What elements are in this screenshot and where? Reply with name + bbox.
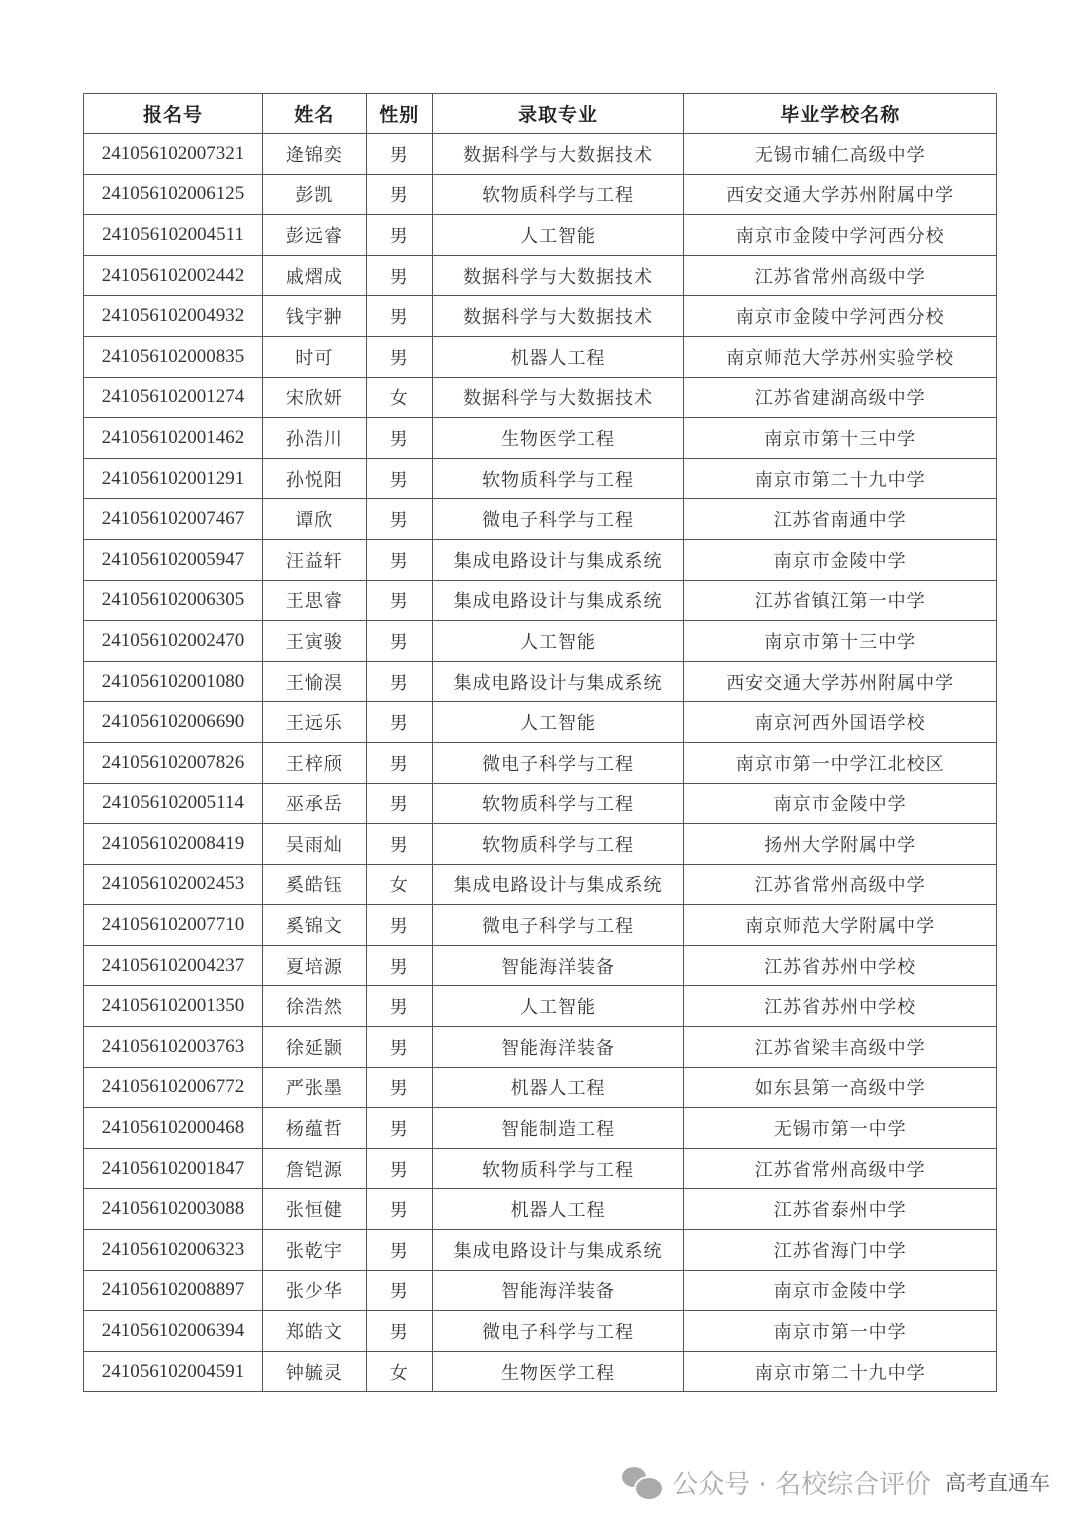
- cell-gender: 男: [366, 336, 432, 377]
- header-school: 毕业学校名称: [684, 94, 997, 134]
- table-row: [84, 1027, 997, 1068]
- cell-school: 西安交通大学苏州附属中学: [684, 174, 997, 215]
- cell-gender: 男: [366, 824, 432, 865]
- cell-major: 智能海洋装备: [432, 945, 684, 986]
- cell-major: 集成电路设计与集成系统: [432, 864, 684, 905]
- cell-gender: 男: [366, 1189, 432, 1230]
- cell-major: 机器人工程: [432, 336, 684, 377]
- table-row: [84, 1148, 997, 1189]
- cell-school: 如东县第一高级中学: [684, 1067, 997, 1108]
- cell-school: 南京市第二十九中学: [684, 1351, 997, 1392]
- cell-major: 智能海洋装备: [432, 1027, 684, 1068]
- cell-gender: 男: [366, 905, 432, 946]
- cell-student-name: 王寅骏: [262, 621, 366, 662]
- table-row: [84, 702, 997, 743]
- cell-major: 数据科学与大数据技术: [432, 377, 684, 418]
- cell-school: 无锡市辅仁高级中学: [684, 134, 997, 175]
- cell-registration-no: 241056102005114: [84, 783, 263, 824]
- cell-major: 机器人工程: [432, 1067, 684, 1108]
- cell-major: 数据科学与大数据技术: [432, 134, 684, 175]
- cell-student-name: 杨蕴哲: [262, 1108, 366, 1149]
- cell-gender: 男: [366, 174, 432, 215]
- cell-student-name: 钟毓灵: [262, 1351, 366, 1392]
- cell-gender: 男: [366, 296, 432, 337]
- table-header-row: [84, 94, 997, 134]
- cell-student-name: 宋欣妍: [262, 377, 366, 418]
- cell-gender: 男: [366, 1230, 432, 1271]
- cell-school: 南京市第十三中学: [684, 621, 997, 662]
- cell-registration-no: 241056102004237: [84, 945, 263, 986]
- cell-registration-no: 241056102002470: [84, 621, 263, 662]
- cell-registration-no: 241056102003088: [84, 1189, 263, 1230]
- cell-student-name: 钱宇翀: [262, 296, 366, 337]
- cell-registration-no: 241056102001350: [84, 986, 263, 1027]
- cell-school: 南京河西外国语学校: [684, 702, 997, 743]
- table-row: [84, 945, 997, 986]
- cell-student-name: 徐延颢: [262, 1027, 366, 1068]
- table-row: [84, 1108, 997, 1149]
- cell-school: 江苏省苏州中学校: [684, 945, 997, 986]
- cell-student-name: 徐浩然: [262, 986, 366, 1027]
- cell-registration-no: 241056102000468: [84, 1108, 263, 1149]
- cell-gender: 男: [366, 702, 432, 743]
- table-row: [84, 742, 997, 783]
- cell-student-name: 詹铠源: [262, 1148, 366, 1189]
- cell-school: 南京市金陵中学: [684, 1270, 997, 1311]
- cell-gender: 男: [366, 742, 432, 783]
- cell-student-name: 王愉淏: [262, 661, 366, 702]
- cell-student-name: 谭欣: [262, 499, 366, 540]
- cell-gender: 男: [366, 458, 432, 499]
- cell-major: 微电子科学与工程: [432, 905, 684, 946]
- cell-major: 集成电路设计与集成系统: [432, 661, 684, 702]
- cell-major: 微电子科学与工程: [432, 1311, 684, 1352]
- cell-major: 微电子科学与工程: [432, 499, 684, 540]
- table-row: [84, 864, 997, 905]
- cell-school: 江苏省常州高级中学: [684, 1148, 997, 1189]
- table-row: [84, 336, 997, 377]
- cell-school: 南京市第二十九中学: [684, 458, 997, 499]
- cell-major: 软物质科学与工程: [432, 1148, 684, 1189]
- table-row: [84, 134, 997, 175]
- cell-student-name: 严张墨: [262, 1067, 366, 1108]
- table-row: [84, 1067, 997, 1108]
- table-row: [84, 621, 997, 662]
- watermark-overlay-text: 高考直通车: [945, 1471, 1050, 1495]
- cell-major: 智能制造工程: [432, 1108, 684, 1149]
- cell-gender: 男: [366, 580, 432, 621]
- cell-student-name: 巫承岳: [262, 783, 366, 824]
- cell-major: 集成电路设计与集成系统: [432, 1230, 684, 1271]
- cell-major: 生物医学工程: [432, 1351, 684, 1392]
- cell-school: 江苏省梁丰高级中学: [684, 1027, 997, 1068]
- cell-registration-no: 241056102001291: [84, 458, 263, 499]
- cell-registration-no: 241056102006125: [84, 174, 263, 215]
- table-row: [84, 499, 997, 540]
- cell-registration-no: 241056102005947: [84, 539, 263, 580]
- cell-student-name: 王远乐: [262, 702, 366, 743]
- cell-gender: 男: [366, 255, 432, 296]
- cell-gender: 男: [366, 418, 432, 459]
- cell-school: 南京市金陵中学河西分校: [684, 215, 997, 256]
- table-row: [84, 783, 997, 824]
- cell-gender: 男: [366, 945, 432, 986]
- cell-student-name: 王梓颀: [262, 742, 366, 783]
- cell-school: 江苏省泰州中学: [684, 1189, 997, 1230]
- header-gender: 性别: [366, 94, 432, 134]
- cell-student-name: 戚熠成: [262, 255, 366, 296]
- table-row: [84, 377, 997, 418]
- cell-school: 南京市第一中学江北校区: [684, 742, 997, 783]
- cell-school: 南京市第一中学: [684, 1311, 997, 1352]
- cell-registration-no: 241056102008419: [84, 824, 263, 865]
- cell-school: 扬州大学附属中学: [684, 824, 997, 865]
- cell-registration-no: 241056102006323: [84, 1230, 263, 1271]
- cell-major: 人工智能: [432, 215, 684, 256]
- cell-major: 微电子科学与工程: [432, 742, 684, 783]
- cell-gender: 男: [366, 621, 432, 662]
- cell-school: 江苏省南通中学: [684, 499, 997, 540]
- cell-gender: 男: [366, 215, 432, 256]
- cell-gender: 男: [366, 1311, 432, 1352]
- cell-gender: 女: [366, 864, 432, 905]
- cell-school: 南京市金陵中学: [684, 783, 997, 824]
- header-major: 录取专业: [432, 94, 684, 134]
- table-row: [84, 905, 997, 946]
- cell-gender: 男: [366, 134, 432, 175]
- table-row: [84, 1311, 997, 1352]
- table-row: [84, 174, 997, 215]
- table-row: [84, 1351, 997, 1392]
- table-row: [84, 661, 997, 702]
- cell-gender: 男: [366, 1027, 432, 1068]
- table-row: [84, 1230, 997, 1271]
- cell-student-name: 吴雨灿: [262, 824, 366, 865]
- cell-major: 智能海洋装备: [432, 1270, 684, 1311]
- cell-school: 无锡市第一中学: [684, 1108, 997, 1149]
- header-name: 姓名: [262, 94, 366, 134]
- cell-student-name: 时可: [262, 336, 366, 377]
- cell-major: 机器人工程: [432, 1189, 684, 1230]
- header-registration-no: 报名号: [84, 94, 263, 134]
- cell-school: 江苏省海门中学: [684, 1230, 997, 1271]
- cell-student-name: 郑皓文: [262, 1311, 366, 1352]
- cell-school: 西安交通大学苏州附属中学: [684, 661, 997, 702]
- cell-student-name: 汪益轩: [262, 539, 366, 580]
- cell-student-name: 王思睿: [262, 580, 366, 621]
- cell-registration-no: 241056102006772: [84, 1067, 263, 1108]
- cell-student-name: 奚锦文: [262, 905, 366, 946]
- cell-major: 集成电路设计与集成系统: [432, 580, 684, 621]
- table-row: [84, 255, 997, 296]
- table-row: [84, 986, 997, 1027]
- cell-school: 江苏省建湖高级中学: [684, 377, 997, 418]
- cell-major: 软物质科学与工程: [432, 174, 684, 215]
- cell-registration-no: 241056102001274: [84, 377, 263, 418]
- cell-gender: 女: [366, 377, 432, 418]
- cell-major: 人工智能: [432, 986, 684, 1027]
- cell-registration-no: 241056102000835: [84, 336, 263, 377]
- admission-table: [83, 93, 997, 1392]
- cell-school: 南京市第十三中学: [684, 418, 997, 459]
- table-row: [84, 215, 997, 256]
- cell-registration-no: 241056102003763: [84, 1027, 263, 1068]
- cell-registration-no: 241056102001080: [84, 661, 263, 702]
- cell-registration-no: 241056102002442: [84, 255, 263, 296]
- cell-registration-no: 241056102004932: [84, 296, 263, 337]
- cell-major: 集成电路设计与集成系统: [432, 539, 684, 580]
- cell-student-name: 孙悦阳: [262, 458, 366, 499]
- cell-gender: 女: [366, 1351, 432, 1392]
- cell-gender: 男: [366, 661, 432, 702]
- cell-student-name: 彭凯: [262, 174, 366, 215]
- cell-school: 南京市金陵中学: [684, 539, 997, 580]
- cell-registration-no: 241056102007710: [84, 905, 263, 946]
- cell-school: 南京市金陵中学河西分校: [684, 296, 997, 337]
- cell-student-name: 张少华: [262, 1270, 366, 1311]
- cell-registration-no: 241056102004511: [84, 215, 263, 256]
- cell-major: 人工智能: [432, 621, 684, 662]
- cell-registration-no: 241056102001847: [84, 1148, 263, 1189]
- cell-school: 江苏省苏州中学校: [684, 986, 997, 1027]
- cell-major: 数据科学与大数据技术: [432, 296, 684, 337]
- cell-student-name: 张乾宇: [262, 1230, 366, 1271]
- cell-major: 软物质科学与工程: [432, 824, 684, 865]
- cell-registration-no: 241056102006305: [84, 580, 263, 621]
- watermark: [622, 1462, 1050, 1502]
- cell-student-name: 孙浩川: [262, 418, 366, 459]
- watermark-text: 公众号 · 名校综合评价: [672, 1469, 931, 1500]
- cell-student-name: 逄锦奕: [262, 134, 366, 175]
- cell-registration-no: 241056102007467: [84, 499, 263, 540]
- cell-major: 软物质科学与工程: [432, 783, 684, 824]
- cell-registration-no: 241056102008897: [84, 1270, 263, 1311]
- cell-student-name: 奚皓钰: [262, 864, 366, 905]
- cell-student-name: 彭远睿: [262, 215, 366, 256]
- table-row: [84, 296, 997, 337]
- cell-school: 江苏省常州高级中学: [684, 864, 997, 905]
- cell-registration-no: 241056102007826: [84, 742, 263, 783]
- cell-school: 江苏省常州高级中学: [684, 255, 997, 296]
- cell-gender: 男: [366, 1067, 432, 1108]
- cell-student-name: 张恒健: [262, 1189, 366, 1230]
- table-row: [84, 580, 997, 621]
- cell-registration-no: 241056102007321: [84, 134, 263, 175]
- table-row: [84, 418, 997, 459]
- cell-registration-no: 241056102006394: [84, 1311, 263, 1352]
- table-row: [84, 824, 997, 865]
- cell-gender: 男: [366, 783, 432, 824]
- cell-gender: 男: [366, 986, 432, 1027]
- cell-school: 南京师范大学苏州实验学校: [684, 336, 997, 377]
- cell-gender: 男: [366, 1108, 432, 1149]
- cell-gender: 男: [366, 539, 432, 580]
- cell-school: 江苏省镇江第一中学: [684, 580, 997, 621]
- cell-registration-no: 241056102004591: [84, 1351, 263, 1392]
- cell-major: 生物医学工程: [432, 418, 684, 459]
- cell-registration-no: 241056102001462: [84, 418, 263, 459]
- cell-gender: 男: [366, 499, 432, 540]
- cell-gender: 男: [366, 1270, 432, 1311]
- cell-major: 软物质科学与工程: [432, 458, 684, 499]
- table-row: [84, 458, 997, 499]
- cell-registration-no: 241056102002453: [84, 864, 263, 905]
- cell-registration-no: 241056102006690: [84, 702, 263, 743]
- cell-student-name: 夏培源: [262, 945, 366, 986]
- table-row: [84, 539, 997, 580]
- table-row: [84, 1189, 997, 1230]
- table-body: [84, 134, 997, 1392]
- cell-school: 南京师范大学附属中学: [684, 905, 997, 946]
- cell-major: 人工智能: [432, 702, 684, 743]
- table-row: [84, 1270, 997, 1311]
- cell-gender: 男: [366, 1148, 432, 1189]
- wechat-icon: [622, 1467, 662, 1497]
- cell-major: 数据科学与大数据技术: [432, 255, 684, 296]
